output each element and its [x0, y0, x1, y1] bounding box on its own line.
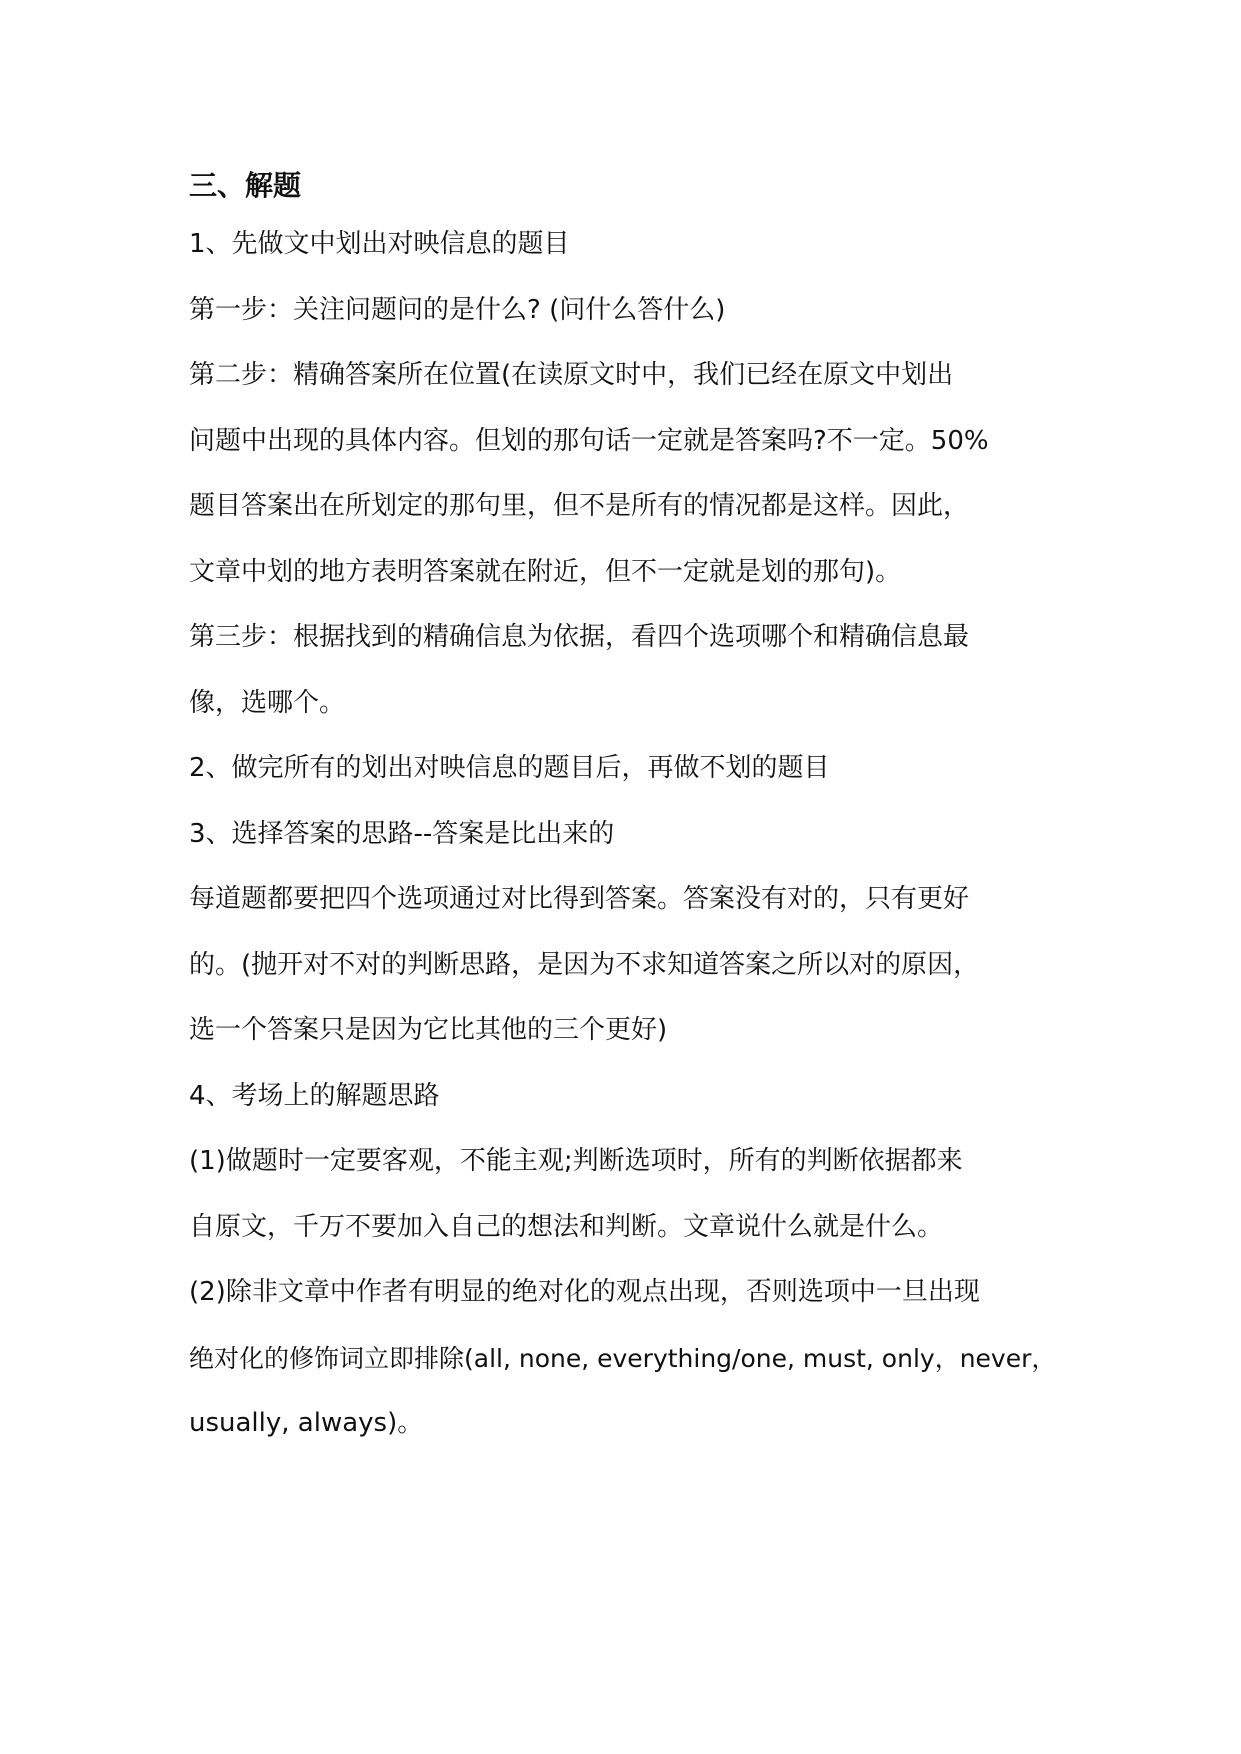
text-line: 像，选哪个。	[189, 687, 346, 718]
body-text	[189, 212, 1069, 1457]
text-line: 4、考场上的解题思路	[189, 1080, 440, 1111]
text-line: usually, always)。	[189, 1408, 424, 1438]
text-line: 选一个答案只是因为它比其他的三个更好)	[189, 1015, 668, 1045]
text-line: 2、做完所有的划出对映信息的题目后，再做不划的题目	[189, 753, 830, 783]
text-line: 题目答案出在所划定的那句里，但不是所有的情况都是这样。因此，	[189, 491, 970, 521]
text-line: 3、选择答案的思路--答案是比出来的	[189, 818, 615, 849]
text-line: 每道题都要把四个选项通过对比得到答案。答案没有对的，只有更好	[189, 884, 970, 914]
text-line: 的。(抛开对不对的判断思路，是因为不求知道答案之所以对的原因，	[189, 949, 980, 980]
text-line: (2)除非文章中作者有明显的绝对化的观点出现，否则选项中一旦出现	[189, 1277, 980, 1307]
section-heading: 三、解题	[189, 169, 302, 202]
document-body	[189, 160, 1069, 1457]
text-line: (1)做题时一定要客观，不能主观;判断选项时，所有的判断依据都来	[189, 1146, 963, 1176]
text-line: 自原文，千万不要加入自己的想法和判断。文章说什么就是什么。	[189, 1211, 944, 1242]
text-line: 第一步：关注问题问的是什么? (问什么答什么)	[189, 294, 726, 325]
text-line: 1、先做文中划出对映信息的题目	[189, 229, 570, 259]
text-line: 问题中出现的具体内容。但划的那句话一定就是答案吗?不一定。50%	[189, 425, 989, 456]
text-line: 绝对化的修饰词立即排除(all, none, everything/one, must, only，never，	[189, 1343, 1057, 1373]
text-line: 第三步：根据找到的精确信息为依据，看四个选项哪个和精确信息最	[189, 622, 970, 652]
text-line: 文章中划的地方表明答案就在附近，但不一定就是划的那句)。	[189, 556, 902, 587]
text-line: 第二步：精确答案所在位置(在读原文时中，我们已经在原文中划出	[189, 360, 954, 390]
